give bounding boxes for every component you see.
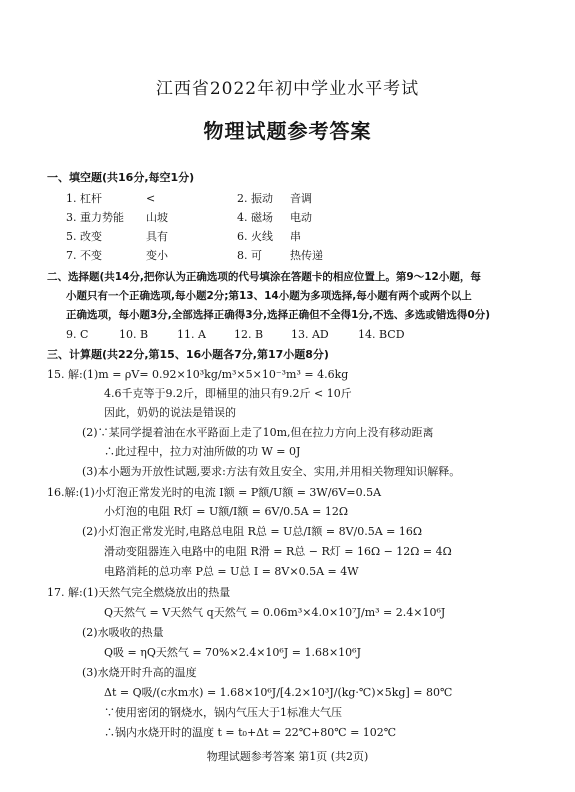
- solution-line: 16.解:(1)小灯泡正常发光时的电流 I额 = P额/U额 = 3W/6V=0.5A: [47, 486, 382, 499]
- answer-number: 3. 重力势能: [66, 211, 124, 224]
- mc-answer: 10. B: [119, 328, 149, 341]
- answer-value: 变小: [146, 249, 168, 262]
- solution-line: (2)小灯泡正常发光时,电路总电阻 R总 = U总/I额 = 8V/0.5A = 16Ω: [82, 525, 423, 538]
- solution-line: (3)本小题为开放性试题,要求:方法有效且安全、实用,并用相关物理知识解释。: [82, 465, 461, 478]
- section2-instructions: 小题只有一个正确选项,每小题2分;第13、14小题为多项选择,每小题有两个或两个以上: [66, 290, 472, 302]
- solution-line: 17. 解:(1)天然气完全燃烧放出的热量: [47, 586, 231, 599]
- solution-line: Q吸 = ηQ天然气 = 70%×2.4×10⁶J = 1.68×10⁶J: [104, 646, 361, 659]
- page-footer: 物理试题参考答案 第1页 (共2页): [206, 750, 369, 763]
- answer-value: 山坡: [146, 211, 168, 224]
- answer-number: 5. 改变: [66, 230, 102, 243]
- solution-line: 电路消耗的总功率 P总 = U总 I = 8V×0.5A = 4W: [104, 565, 359, 578]
- mc-answer: 13. AD: [291, 328, 329, 341]
- mc-answer: 9. C: [66, 328, 89, 341]
- mc-answer: 11. A: [177, 328, 206, 341]
- section2-heading: 二、选择题(共14分,把你认为正确选项的代号填涂在答题卡的相应位置上。第9～12小题，每: [47, 271, 481, 283]
- answer-number: 1. 杠杆: [66, 192, 102, 205]
- solution-line: Q天然气 = V天然气 q天然气 = 0.06m³×4.0×10⁷J/m³ = 2.4×10⁶J: [104, 606, 446, 619]
- section2-instructions: 正确选项，每小题3分,全部选择正确得3分,选择正确但不全得1分,不选、多选或错选得0分): [66, 309, 490, 321]
- solution-line: (2)水吸收的热量: [82, 626, 164, 639]
- answer-number: 2. 振动: [237, 192, 273, 205]
- answer-value: 电动: [290, 211, 312, 224]
- solution-line: 小灯泡的电阻 R灯 = U额/I额 = 6V/0.5A = 12Ω: [104, 505, 348, 518]
- mc-answer: 12. B: [234, 328, 264, 341]
- section3-heading: 三、计算题(共22分,第15、16小题各7分,第17小题8分): [47, 348, 329, 361]
- answer-value: <: [146, 192, 156, 205]
- answer-value: 音调: [290, 192, 312, 205]
- answer-number: 7. 不变: [66, 249, 102, 262]
- solution-line: 因此，奶奶的说法是错误的: [104, 406, 236, 419]
- solution-line: Δt = Q吸/(c水m水) = 1.68×10⁶J/[4.2×10³J/(kg·℃)×5kg] = 80℃: [104, 686, 453, 699]
- solution-line: (3)水烧开时升高的温度: [82, 666, 197, 679]
- solution-line: ∴锅内水烧开时的温度 t = t₀+Δt = 22℃+80℃ = 102℃: [104, 726, 397, 739]
- answer-number: 8. 可: [237, 249, 262, 262]
- section1-heading: 一、填空题(共16分,每空1分): [47, 171, 195, 184]
- document-title: 物理试题参考答案: [203, 119, 372, 143]
- answer-value: 具有: [146, 230, 168, 243]
- mc-answer: 14. BCD: [358, 328, 405, 341]
- answer-value: 热传递: [290, 249, 323, 262]
- answer-number: 4. 磁场: [237, 211, 273, 224]
- solution-line: ∴此过程中，拉力对油所做的功 W = 0J: [104, 445, 301, 458]
- solution-line: (2)∵某同学提着油在水平路面上走了10m,但在拉力方向上没有移动距离: [82, 426, 434, 439]
- solution-line: ∵使用密闭的钢烧水，锅内气压大于1标准大气压: [104, 706, 342, 719]
- solution-line: 4.6千克等于9.2斤，即桶里的油只有9.2斤 < 10斤: [104, 387, 352, 400]
- solution-line: 15. 解:(1)m = ρV= 0.92×10³kg/m³×5×10⁻³m³ = 4.6kg: [47, 368, 349, 381]
- exam-title: 江西省2022年初中学业水平考试: [155, 79, 420, 99]
- answer-number: 6. 火线: [237, 230, 273, 243]
- answer-value: 串: [290, 230, 301, 243]
- solution-line: 滑动变阻器连入电路中的电阻 R滑 = R总 − R灯 = 16Ω − 12Ω = 4Ω: [104, 545, 452, 558]
